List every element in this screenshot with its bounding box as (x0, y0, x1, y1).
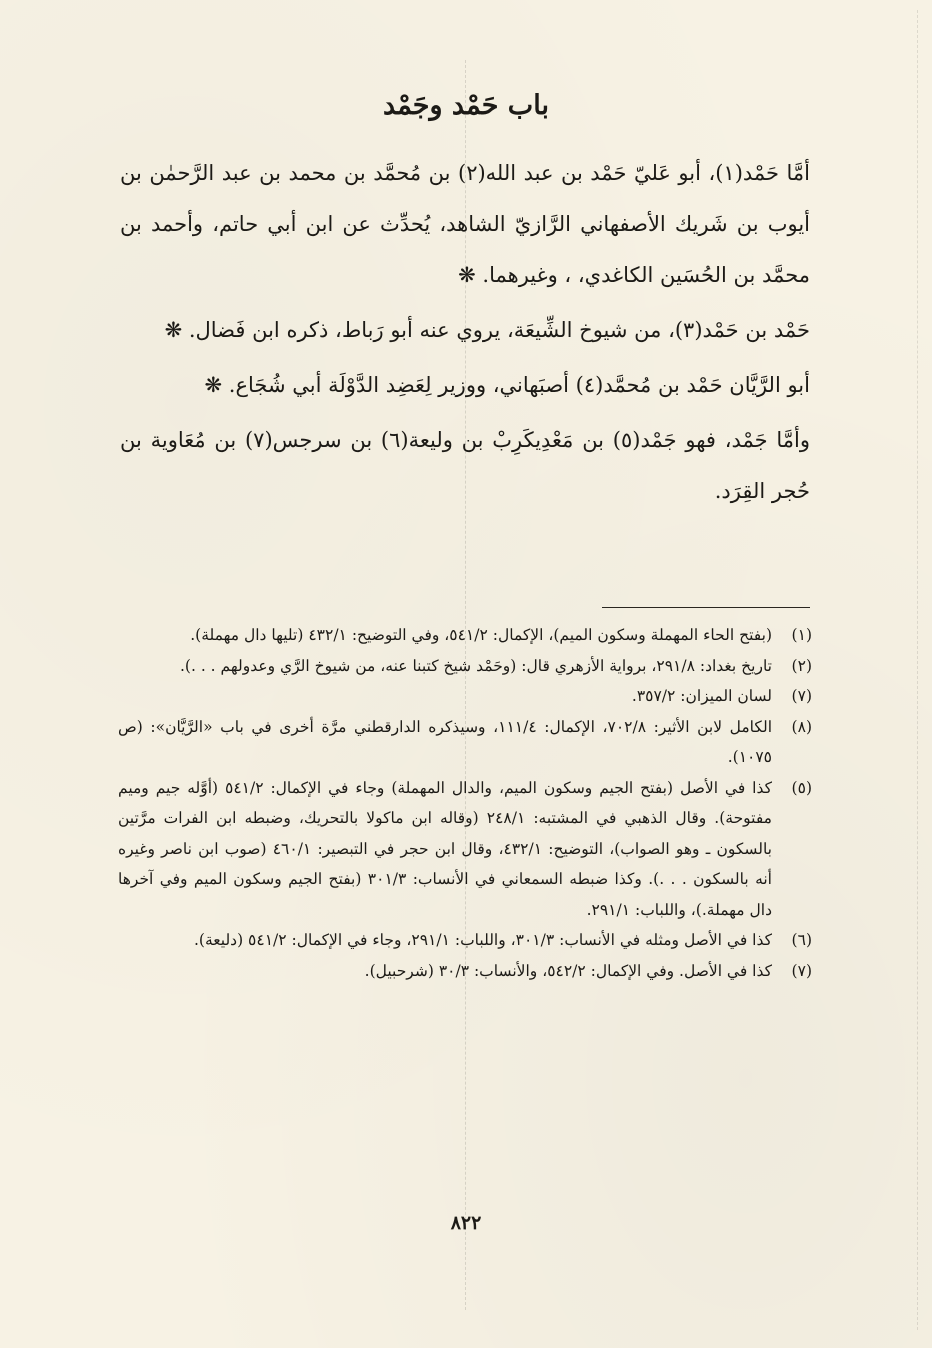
entry-paragraph: أبو الرَّيَّان حَمْد بن مُحمَّد(٤) أصبَهاني، ووزير لِعَضِد الدَّوْلَة أبي شُجَاع. ❋ (204, 373, 810, 397)
footnote (118, 681, 812, 712)
chapter-title: باب حَمْد وجَمْد (383, 90, 549, 121)
main-text (120, 148, 810, 521)
footnote (118, 712, 812, 773)
footnote-text: الكامل لابن الأثير: ٧٠٢/٨، الإكمال: ١١١/٤، وسيذكره الدارقطني مرَّة أخرى في باب «الرَّيَّان»: (ص ١٠٧٥). (118, 717, 772, 766)
footnote-text: لسان الميزان: ٣٥٧/٢. (631, 687, 772, 705)
footnote (118, 620, 812, 651)
footnote-text: كذا في الأصل ومثله في الأنساب: ٣٠١/٣، واللباب: ٢٩١/١، وجاء في الإكمال: ٥٤١/٢ (دليعة). (194, 931, 772, 949)
footnote-number: (٢) (791, 656, 812, 675)
footnote (118, 651, 812, 682)
footnote-number: (٦) (791, 931, 812, 949)
footnote-divider (602, 607, 810, 608)
footnote-number: (١) (791, 626, 812, 644)
page-edge-line (917, 10, 918, 1330)
footnote-number: (٧) (791, 687, 812, 705)
footnote-text: (بفتح الحاء المهملة وسكون الميم)، الإكمال: ٥٤١/٢، وفي التوضيح: ٤٣٢/١ (تليها دال مهملة). (190, 626, 772, 644)
footnotes (118, 620, 812, 986)
footnote-text: تاريخ بغداد: ٢٩١/٨، برواية الأزهري قال: (وحَمْد شيخ كتبنا عنه، من شيوخ الرَّي وعدولهم . . .). (180, 656, 772, 675)
entry-paragraph: وأمَّا جَمْد، فهو جَمْد(٥) بن مَعْدِيكَرِبْ بن وليعة(٦) بن سرجس(٧) بن مُعَاوية بن حُجر القِرَد. (120, 428, 810, 503)
footnote-number: (٨) (791, 717, 812, 736)
footnote (118, 925, 812, 956)
footnote-text: كذا في الأصل. وفي الإكمال: ٥٤٢/٢، والأنساب: ٣٠/٣ (شرحبيل). (364, 961, 772, 980)
entry-paragraph: أمَّا حَمْد(١)، أبو عَليّ حَمْد بن عبد الله(٢) بن مُحمَّد بن محمد بن عبد الرَّحمٰن بن أيوب بن شَريك الأصفهاني الرَّازيّ الشاهد، يُحدِّث عن ابن أبي حاتم، وأحمد بن محمَّد بن الحُسَين الكاغدي، ، وغيرهما. ❋ (120, 161, 811, 287)
entry-paragraph: حَمْد بن حَمْد(٣)، من شيوخ الشِّيعَة، يروي عنه أبو رَباط، ذكره ابن فَضال. ❋ (164, 318, 810, 342)
footnote (118, 956, 812, 987)
footnote-number: (٥) (791, 778, 812, 797)
page-number: ٨٢٢ (450, 1212, 482, 1234)
footnote-number: (٧) (791, 961, 812, 980)
footnote-text: كذا في الأصل (بفتح الجيم وسكون الميم، والدال المهملة) وجاء في الإكمال: ٥٤١/٢ (أوَّله جيم وميم مفتوحة). وقال الذهبي في المشتبه: ٢٤٨/١ (وقاله ابن ماكولا بالتحريك، وضبطه ابن الفرات مرَّتين بالسكون ـ وهو الصواب)، التوضيح: ٤٣٢/١، وقال ابن حجر في التبصير: ٤٦٠/١ (صوب ابن ناصر وغيره أنه بالسكون . . .). وكذا ضبطه السمعاني في الأنساب: ٣٠١/٣ (بفتح الجيم وسكون الميم وفي آخرها دال مهملة.)، واللباب: ٢٩١/١. (118, 778, 772, 919)
footnote (118, 773, 812, 926)
